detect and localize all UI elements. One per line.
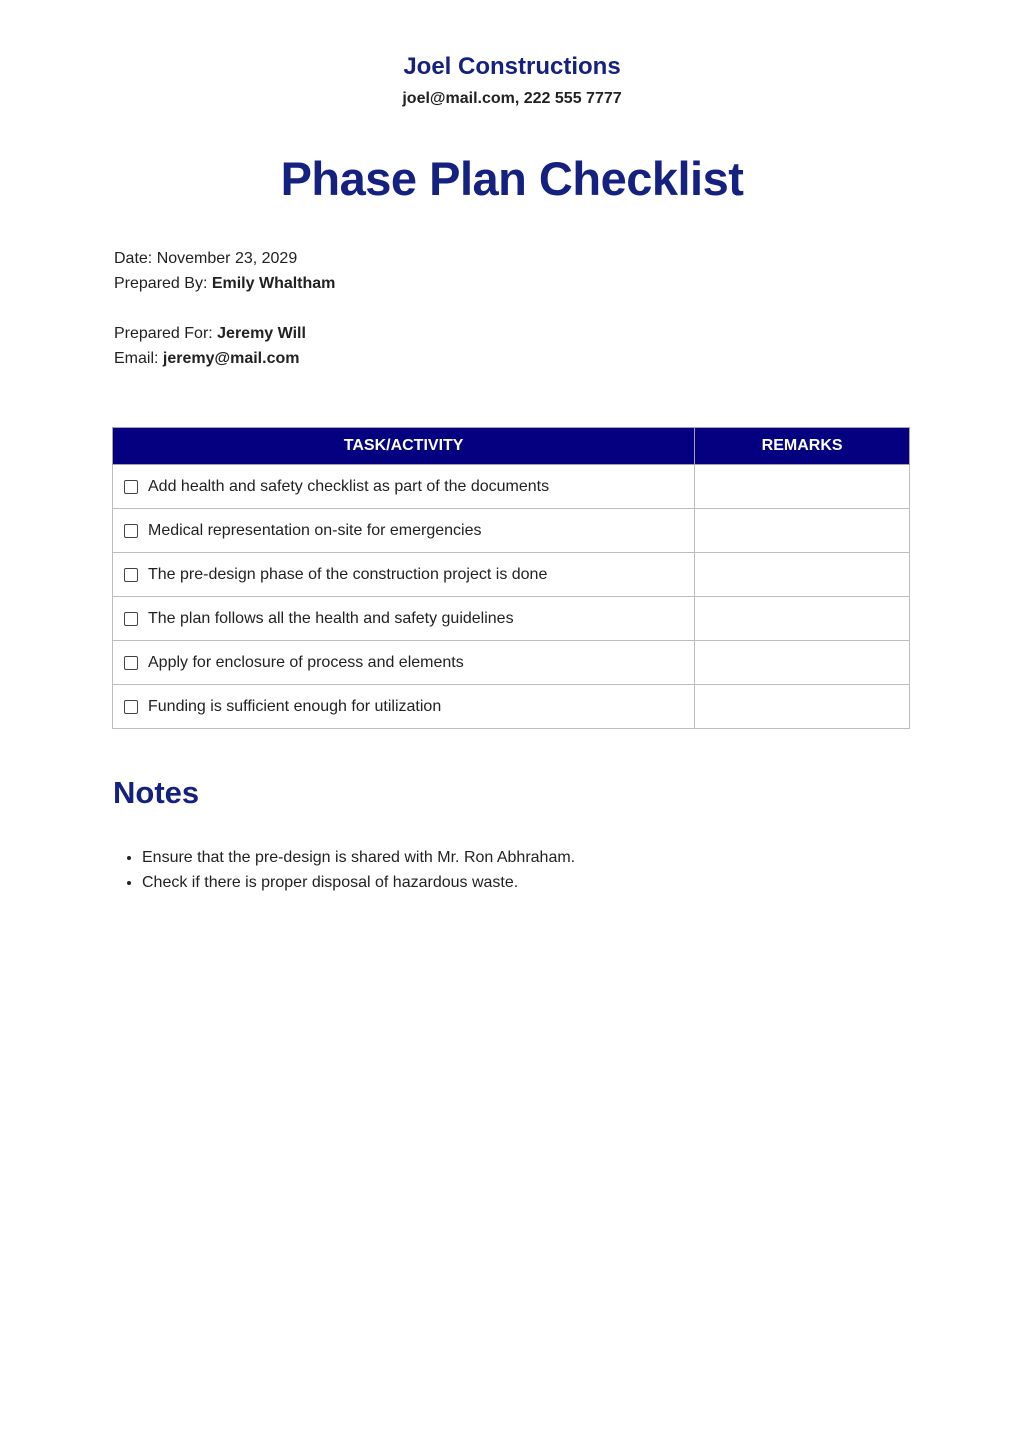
meta-prepared-for-value: Jeremy Will: [217, 325, 306, 342]
meta-date-value: November 23, 2029: [156, 250, 298, 267]
meta-prepared-by: [114, 274, 335, 294]
task-text: Medical representation on-site for emergencies: [148, 521, 482, 539]
task-cell: [113, 641, 695, 685]
meta-date-label: Date:: [114, 250, 157, 267]
task-text: Funding is sufficient enough for utilization: [148, 697, 442, 715]
table-row: [113, 597, 910, 641]
meta-email-label: Email:: [114, 350, 163, 367]
task-checkbox[interactable]: [124, 568, 138, 582]
table-row: [113, 509, 910, 553]
task-checkbox[interactable]: [124, 700, 138, 714]
task-text: Apply for enclosure of process and elements: [148, 653, 464, 671]
table-row: [113, 465, 910, 509]
notes-list: [114, 845, 575, 895]
task-cell: [113, 553, 695, 597]
column-header-task: TASK/ACTIVITY: [113, 428, 695, 465]
remarks-cell[interactable]: [695, 641, 910, 685]
task-cell: [113, 597, 695, 641]
meta-email: [114, 349, 299, 369]
remarks-cell[interactable]: [695, 597, 910, 641]
page-title: Phase Plan Checklist: [280, 152, 744, 205]
meta-date: [114, 249, 297, 269]
table-row: [113, 553, 910, 597]
remarks-cell[interactable]: [695, 553, 910, 597]
remarks-cell[interactable]: [695, 509, 910, 553]
task-cell: [113, 509, 695, 553]
task-text: The pre-design phase of the construction project is done: [148, 565, 548, 583]
table-row: [113, 685, 910, 729]
list-item: • Check if there is proper disposal of hazardous waste.: [142, 870, 575, 895]
remarks-cell[interactable]: [695, 685, 910, 729]
table-row: [113, 641, 910, 685]
checklist-table: [112, 427, 910, 729]
remarks-cell[interactable]: [695, 465, 910, 509]
meta-email-value: jeremy@mail.com: [162, 350, 300, 367]
column-header-remarks: REMARKS: [695, 428, 910, 465]
task-checkbox[interactable]: [124, 656, 138, 670]
meta-prepared-for-label: Prepared For:: [114, 325, 218, 342]
task-checkbox[interactable]: [124, 480, 138, 494]
notes-heading: Notes: [113, 775, 200, 810]
meta-prepared-by-value: Emily Whaltham: [211, 275, 336, 292]
task-text: The plan follows all the health and safety guidelines: [148, 609, 514, 627]
meta-prepared-for: [114, 324, 306, 344]
task-checkbox[interactable]: [124, 612, 138, 626]
table-header-row: [113, 428, 910, 465]
task-cell: [113, 685, 695, 729]
task-checkbox[interactable]: [124, 524, 138, 538]
task-text: Add health and safety checklist as part of the documents: [148, 477, 550, 495]
task-cell: [113, 465, 695, 509]
company-name: Joel Constructions: [403, 53, 621, 80]
meta-prepared-by-label: Prepared By:: [114, 275, 212, 292]
list-item: • Ensure that the pre-design is shared with Mr. Ron Abhraham.: [142, 845, 575, 870]
company-contact: joel@mail.com, 222 555 7777: [402, 90, 622, 107]
